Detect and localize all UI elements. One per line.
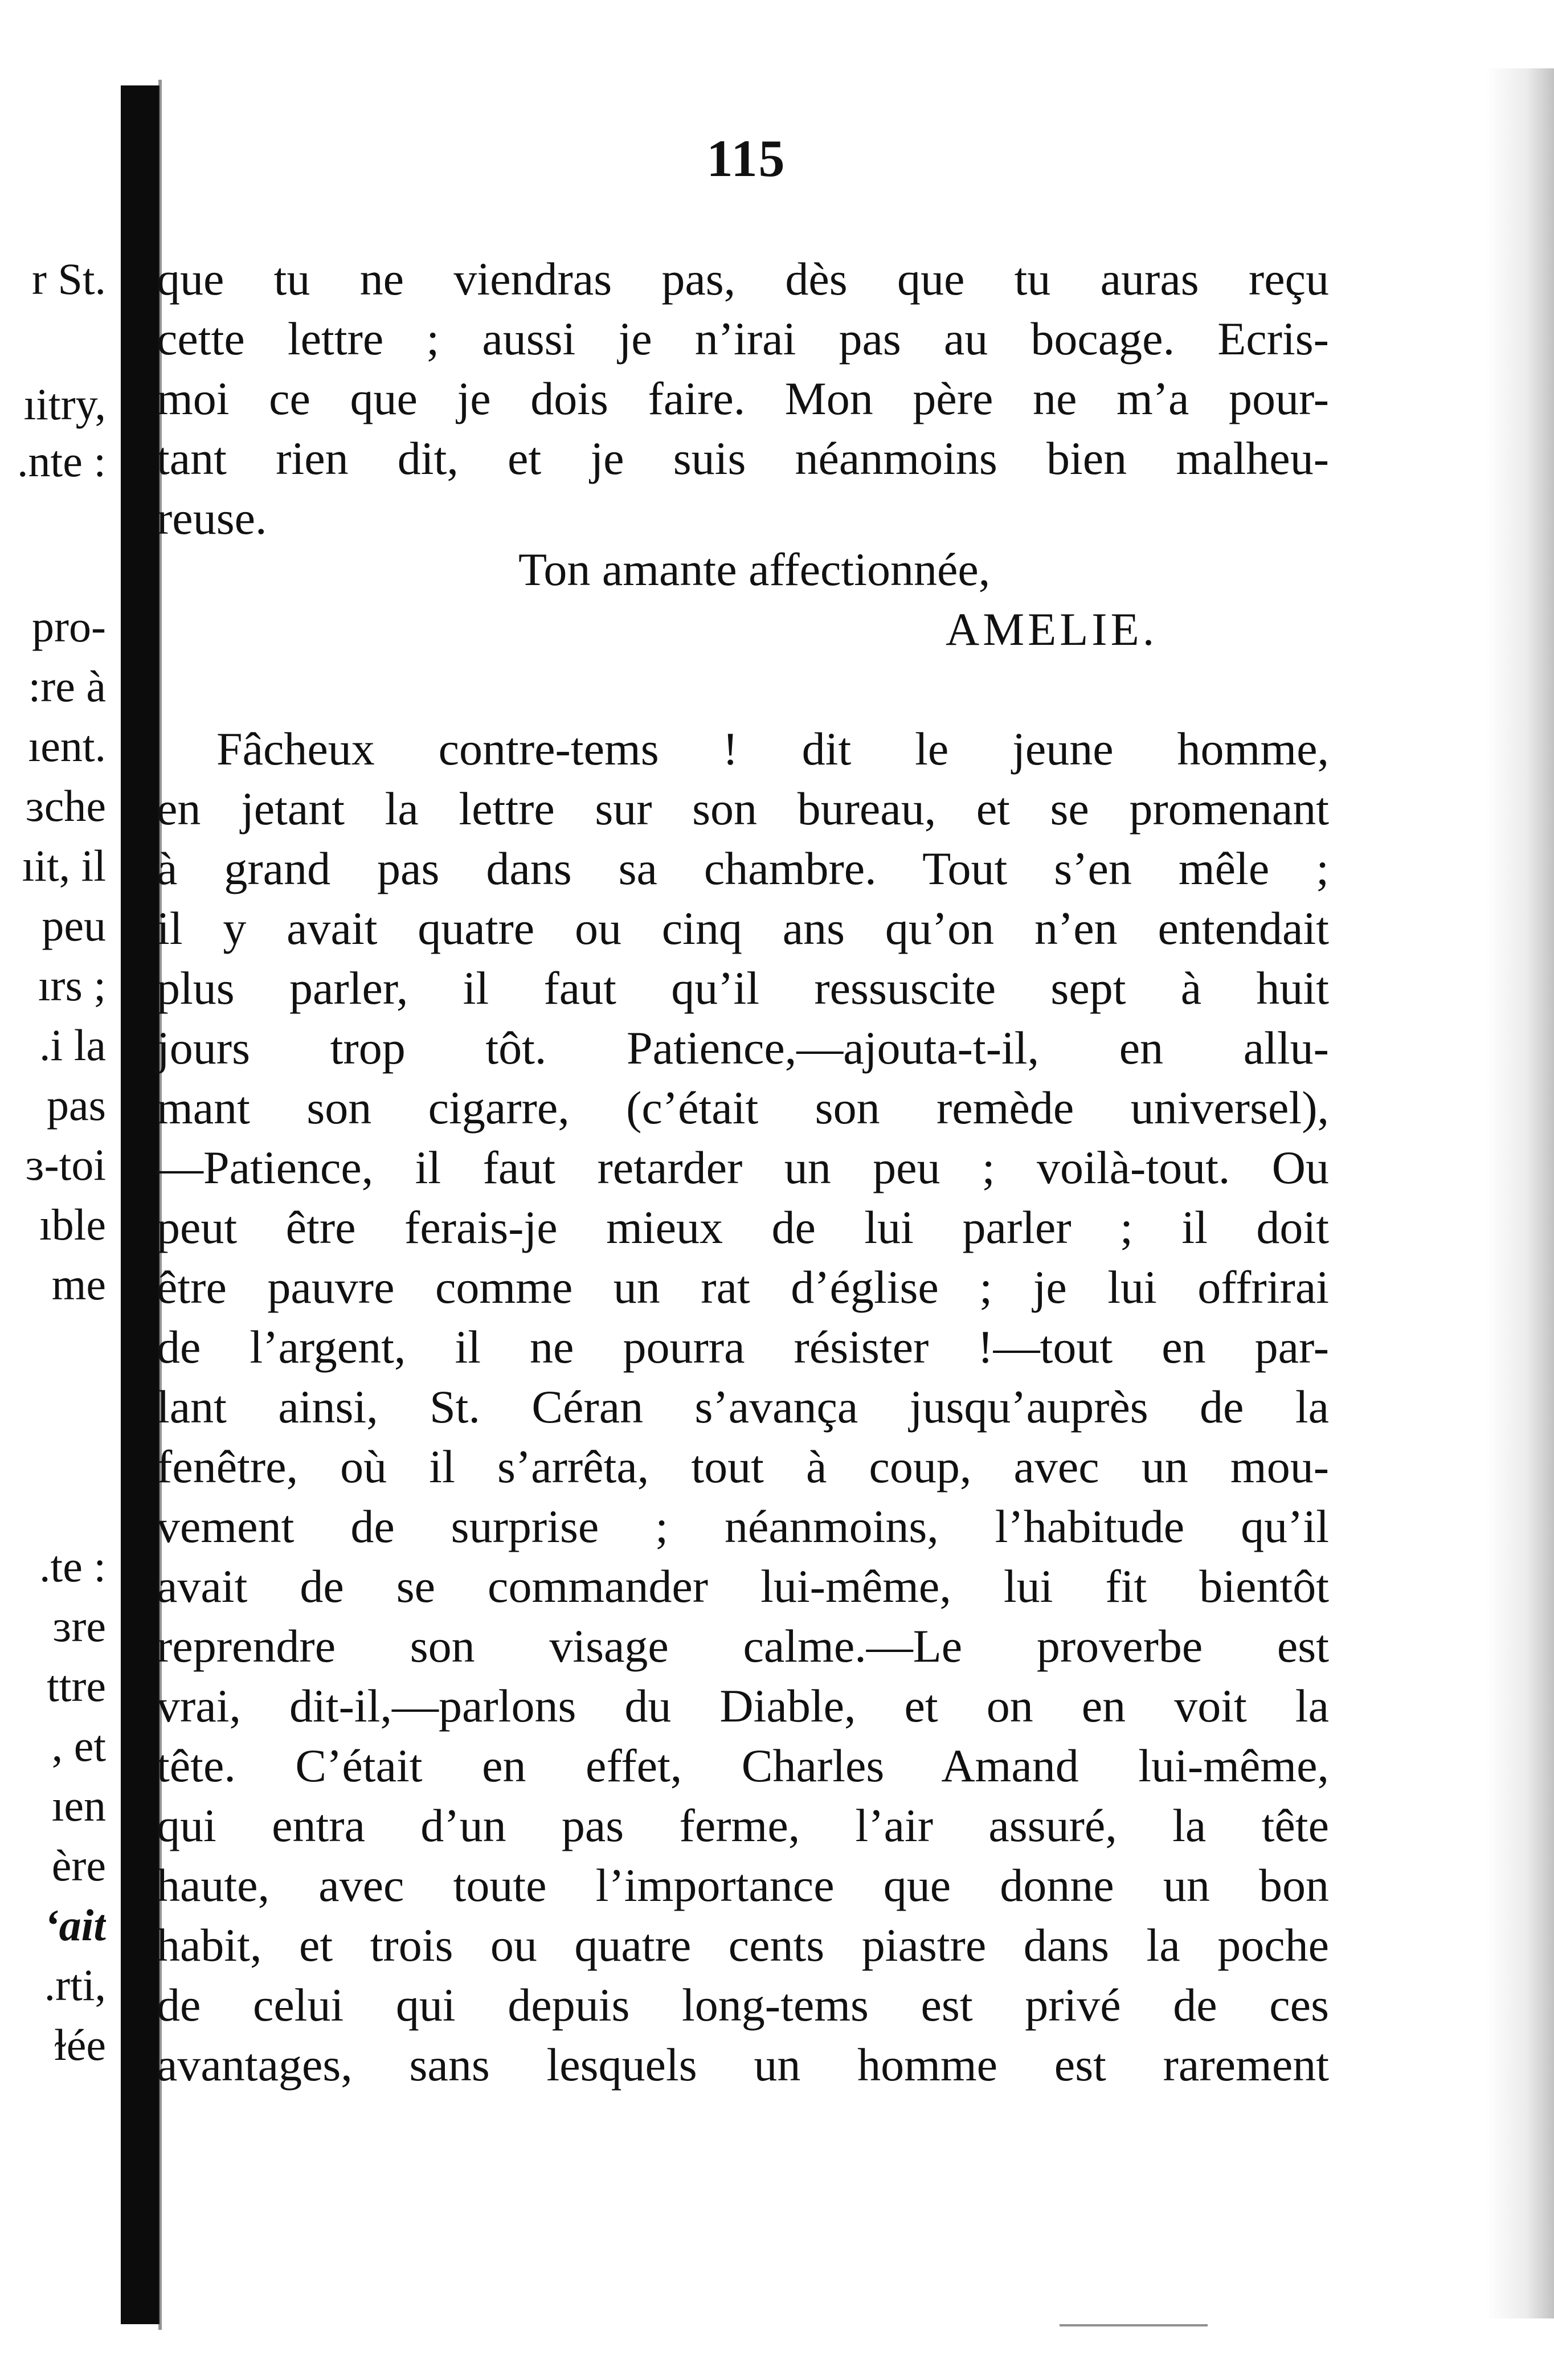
narrative-line: de celui qui depuis long-tems est privé de ces xyxy=(157,1979,1329,2031)
letter-closing: Ton amante affectionnée, xyxy=(518,543,991,595)
margin-fragment: ʻait xyxy=(44,1900,106,1950)
letter-line: que tu ne viendras pas, dès que tu auras reçu xyxy=(157,253,1329,305)
narrative-line: il y avait quatre ou cinq ans qu’on n’en entendait xyxy=(157,902,1329,954)
narrative-line: reprendre son visage calme.—Le proverbe est xyxy=(157,1620,1329,1672)
narrative-line: vrai, dit-il,—parlons du Diable, et on en voit la xyxy=(157,1680,1329,1732)
narrative-line: avantages, sans lesquels un homme est rarement xyxy=(157,2039,1329,2091)
margin-fragment: .nte : xyxy=(17,436,106,486)
margin-fragment: ıen xyxy=(51,1781,106,1830)
margin-fragment: ıit, il xyxy=(22,841,106,890)
narrative-line: Fâcheux contre-tems ! dit le jeune homme, xyxy=(216,723,1329,775)
margin-fragment: ɜre xyxy=(52,1601,106,1651)
margin-fragment: , et xyxy=(51,1721,106,1770)
margin-fragment: ıent. xyxy=(28,721,106,771)
margin-fragment: ıitry, xyxy=(23,379,106,429)
margin-fragment: .rti, xyxy=(44,1960,106,2010)
letter-line: reuse. xyxy=(157,492,267,544)
letter-line: cette lettre ; aussi je n’irai pas au bocage. Ecris- xyxy=(157,313,1329,365)
margin-fragment: ttre xyxy=(47,1661,106,1711)
narrative-line: en jetant la lettre sur son bureau, et se promenant xyxy=(157,783,1329,835)
margin-fragment: ɜche xyxy=(26,781,106,831)
narrative-line: à grand pas dans sa chambre. Tout s’en mêle ; xyxy=(157,843,1329,894)
margin-fragment: :re à xyxy=(28,661,106,711)
narrative-line: être pauvre comme un rat d’église ; je lui offrirai xyxy=(157,1261,1329,1313)
narrative-line: peut être ferais-je mieux de lui parler ; il doit xyxy=(157,1201,1329,1253)
margin-fragment: ère xyxy=(51,1841,106,1890)
margin-fragment: r St. xyxy=(31,254,106,304)
margin-fragment: ırs ; xyxy=(38,960,106,1010)
margin-fragment: me xyxy=(51,1259,106,1309)
margin-fragment: .i la xyxy=(39,1020,106,1070)
margin-fragment: ɫée xyxy=(54,2020,106,2070)
page-number: 115 xyxy=(706,129,786,187)
margin-fragment: pro- xyxy=(32,602,106,651)
narrative-line: mant son cigarre, (c’était son remède universel), xyxy=(157,1082,1329,1134)
page-edge-shadow xyxy=(1486,68,1554,2318)
margin-fragment: peu xyxy=(42,901,106,950)
letter-line: moi ce que je dois faire. Mon père ne m’a pour- xyxy=(157,373,1329,424)
narrative-line: avait de se commander lui-même, lui fit bientôt xyxy=(157,1560,1329,1612)
narrative-line: —Patience, il faut retarder un peu ; voilà-tout. Ou xyxy=(157,1142,1329,1193)
narrative-line: tête. C’était en effet, Charles Amand lui-même, xyxy=(157,1740,1329,1792)
narrative-line: fenêtre, où il s’arrêta, tout à coup, avec un mou- xyxy=(157,1441,1329,1492)
margin-fragment: pas xyxy=(47,1080,106,1130)
narrative-line: de l’argent, il ne pourra résister !—tout en par- xyxy=(157,1321,1329,1373)
narrative-line: habit, et trois ou quatre cents piastre dans la poche xyxy=(157,1919,1329,1971)
narrative-line: lant ainsi, St. Céran s’avança jusqu’auprès de la xyxy=(157,1381,1329,1433)
narrative-line: qui entra d’un pas ferme, l’air assuré, la tête xyxy=(157,1800,1329,1851)
narrative-line: plus parler, il faut qu’il ressuscite sept à huit xyxy=(157,962,1329,1014)
letter-line: tant rien dit, et je suis néanmoins bien malheu- xyxy=(157,432,1329,484)
scan-smudge xyxy=(1060,2324,1208,2326)
narrative-line: haute, avec toute l’importance que donne un bon xyxy=(157,1859,1329,1911)
binding-gutter xyxy=(121,85,160,2324)
margin-fragment: .te : xyxy=(39,1541,106,1591)
narrative-line: jours trop tôt. Patience,—ajouta-t-il, en allu- xyxy=(157,1022,1329,1074)
narrative-line: vement de surprise ; néanmoins, l’habitude qu’il xyxy=(157,1500,1329,1552)
letter-signature: AMELIE. xyxy=(946,603,1158,655)
margin-fragment: ıble xyxy=(39,1200,106,1249)
margin-fragment: ɜ-toi xyxy=(25,1140,106,1189)
